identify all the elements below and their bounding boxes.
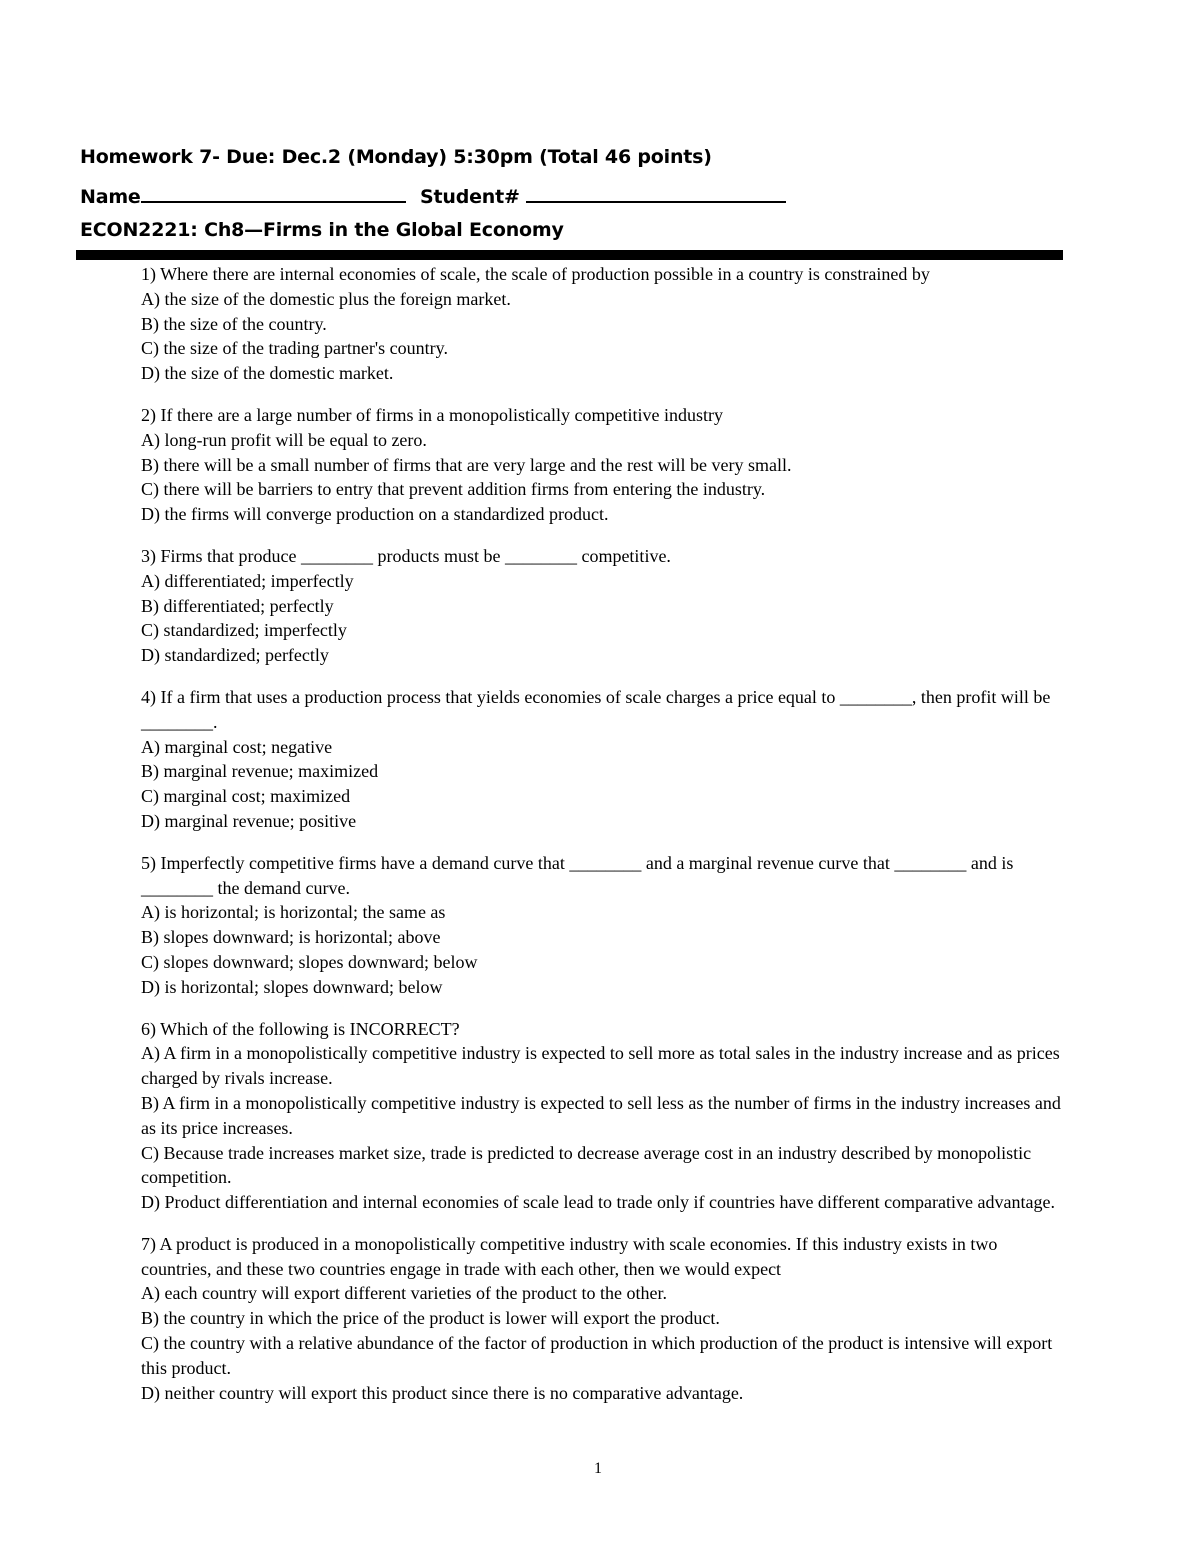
answer-option: B) A firm in a monopolistically competitive industry is expected to sell less as the number of firms in the industry increases and as its price increases. bbox=[141, 1092, 1061, 1138]
answer-option: C) the size of the trading partner's country. bbox=[141, 338, 448, 359]
answer-option: C) there will be barriers to entry that prevent addition firms from entering the industry. bbox=[141, 479, 766, 500]
question-stem: 4) If a firm that uses a production process that yields economies of scale charges a price equal to ________, then profit will be ________. bbox=[141, 686, 1051, 732]
answer-option: C) marginal cost; maximized bbox=[141, 786, 351, 807]
answer-option: D) is horizontal; slopes downward; below bbox=[141, 976, 443, 997]
answer-option: B) the country in which the price of the product is lower will export the product. bbox=[141, 1308, 720, 1329]
question bbox=[141, 544, 1071, 668]
question-stem: 1) Where there are internal economies of scale, the scale of production possible in a country is constrained by bbox=[141, 264, 930, 284]
answer-option: D) marginal revenue; positive bbox=[141, 810, 357, 831]
answer-option: D) neither country will export this product since there is no comparative advantage. bbox=[141, 1382, 744, 1403]
answer-option: D) the firms will converge production on a standardized product. bbox=[141, 504, 609, 525]
name-label: Name bbox=[80, 186, 141, 208]
answer-option: A) the size of the domestic plus the foreign market. bbox=[141, 288, 511, 309]
student-label: Student# bbox=[420, 186, 520, 208]
answer-option: D) the size of the domestic market. bbox=[141, 363, 394, 384]
question-stem: 5) Imperfectly competitive firms have a demand curve that ________ and a marginal revenue curve that ________ and is ________ the demand curve. bbox=[141, 852, 1014, 898]
answer-option: C) slopes downward; slopes downward; below bbox=[141, 951, 478, 972]
answer-option: B) differentiated; perfectly bbox=[141, 595, 334, 616]
question bbox=[141, 262, 1071, 386]
question-list bbox=[141, 262, 1071, 1422]
page-number: 1 bbox=[594, 1460, 602, 1477]
answer-option: D) standardized; perfectly bbox=[141, 645, 329, 666]
answer-option: A) long-run profit will be equal to zero. bbox=[141, 429, 427, 450]
question bbox=[141, 403, 1071, 527]
answer-option: C) standardized; imperfectly bbox=[141, 620, 347, 641]
answer-option: D) Product differentiation and internal economies of scale lead to trade only if countries have different comparative advantage. bbox=[141, 1192, 1055, 1213]
question-stem: 2) If there are a large number of firms in a monopolistically competitive industry bbox=[141, 404, 723, 425]
answer-option: B) there will be a small number of firms that are very large and the rest will be very small. bbox=[141, 454, 792, 475]
question-stem: 7) A product is produced in a monopolistically competitive industry with scale economies. If this industry exists in two countries, and these two countries engage in trade with each other, then we would expect bbox=[141, 1233, 998, 1279]
answer-option: C) Because trade increases market size, trade is predicted to decrease average cost in an industry described by monopolistic competition. bbox=[141, 1142, 1032, 1188]
question bbox=[141, 1017, 1071, 1215]
question-stem: 6) Which of the following is INCORRECT? bbox=[141, 1018, 460, 1039]
question bbox=[141, 1232, 1071, 1406]
answer-option: A) A firm in a monopolistically competitive industry is expected to sell more as total sales in the industry increase and as prices charged by rivals increase. bbox=[141, 1043, 1060, 1089]
answer-option: A) marginal cost; negative bbox=[141, 736, 333, 757]
header-rule bbox=[76, 250, 1063, 260]
student-blank bbox=[526, 182, 786, 203]
name-blank bbox=[141, 182, 406, 203]
answer-option: A) each country will export different varieties of the product to the other. bbox=[141, 1283, 667, 1304]
name-student-line bbox=[80, 182, 786, 209]
question bbox=[141, 685, 1071, 834]
answer-option: A) is horizontal; is horizontal; the same as bbox=[141, 902, 446, 923]
answer-option: B) the size of the country. bbox=[141, 313, 327, 334]
question-stem: 3) Firms that produce ________ products must be ________ competitive. bbox=[141, 545, 671, 566]
question bbox=[141, 851, 1071, 1000]
page-title: Homework 7- Due: Dec.2 (Monday) 5:30pm (Total 46 points) bbox=[80, 146, 712, 168]
course-title: ECON2221: Ch8—Firms in the Global Economy bbox=[80, 219, 564, 241]
answer-option: B) slopes downward; is horizontal; above bbox=[141, 927, 441, 948]
answer-option: A) differentiated; imperfectly bbox=[141, 570, 354, 591]
answer-option: C) the country with a relative abundance of the factor of production in which production of the product is intensive will export this product. bbox=[141, 1333, 1053, 1378]
answer-option: B) marginal revenue; maximized bbox=[141, 761, 379, 782]
